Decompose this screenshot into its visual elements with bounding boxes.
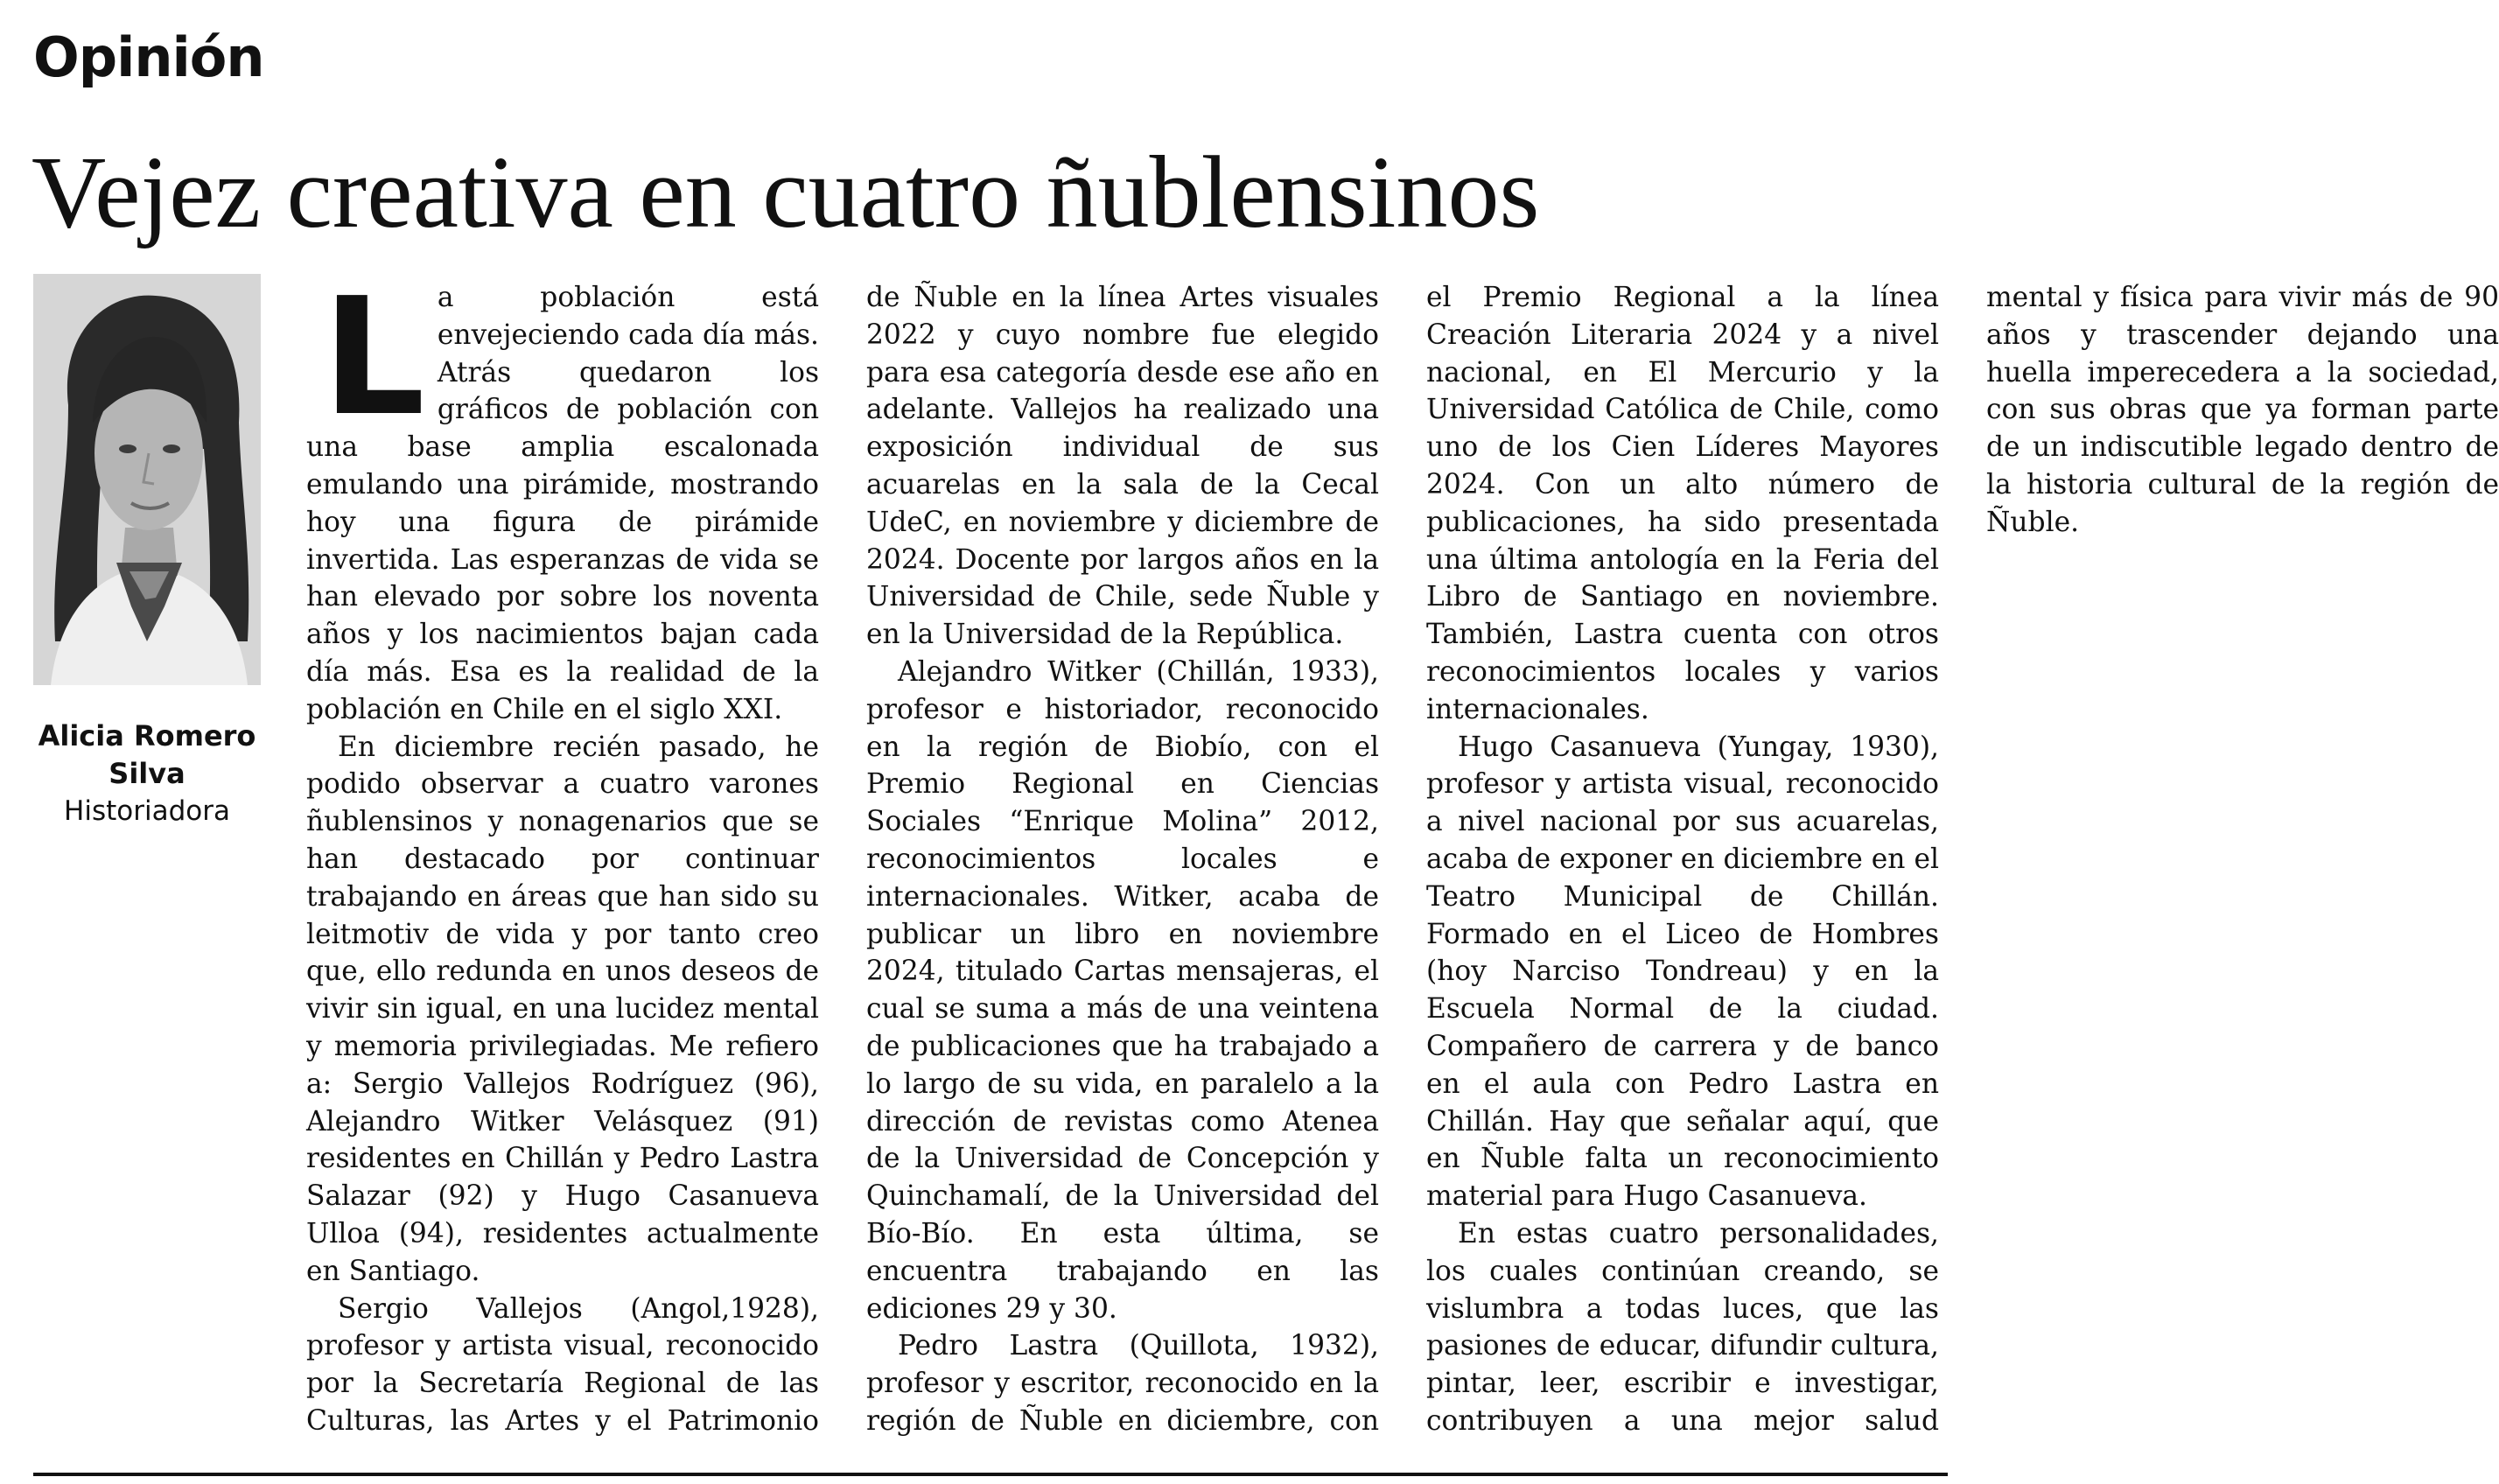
article-paragraph: Alejandro Witker (Chillán, 1933), profesor e historiador, reconocido en la región de Biobío, con el Premio Regional en Ciencias Sociales “Enrique Molina” 2012, reconocimientos locales e internacionales. Witker, acaba de publicar un libro en noviembre 2024, titulado Cartas mensajeras, el cual se suma a más de una veintena de publicaciones que ha trabajado a lo largo de su vida, en paralelo a la dirección de revistas como Atenea de la Universidad de Concepción y Quinchamalí, de la Universidad del Bío-Bío. En esta última, se encuentra trabajando en las ediciones 29 y 30. <box>866 655 1379 1325</box>
article-paragraph: En estas cuatro personalidades, los cuales continúan creando, se vislumbra a todas luces, que las pasiones de educar, difundir cultura, pintar, leer, escribir e investigar, contribuyen a una mejor salud mental y física para vivir más de 90 años y trascender dejando una huella imperecedera a la sociedad, con sus obras que ya forman parte de un indiscutible legado dentro de la historia cultural de la región de Ñuble. <box>1426 282 2499 1437</box>
article-paragraph: Pedro Lastra (Quillota, 1932), profesor y escritor, reconocido en la región de Ñuble en diciembre, con el Premio Regional a la línea Creación Literaria 2024 y a nivel nacional, en El Mercurio y la Universidad Católica de Chile, como uno de los Cien Líderes Mayores 2024. Con un alto número de publicaciones, ha sido presentada una última antología en la Feria del Libro de Santiago en noviembre. También, Lastra cuenta con otros reconocimientos locales y varios internacionales. <box>866 282 1939 1437</box>
section-label: Opinión <box>33 25 264 89</box>
bottom-rule <box>33 1473 1948 1476</box>
author-role: Historiadora <box>64 795 230 827</box>
article-paragraph: Sergio Vallejos (Angol,1928), profesor y artista visual, reconocido por la Secretaría Regional de las Culturas, las Artes y el Patrimonio de Ñuble en la línea Artes visuales 2022 y cuyo nombre fue elegido para esa categoría desde ese año en adelante. Vallejos ha realizado una exposición individual de sus acuarelas en la sala de la Cecal UdeC, en noviembre y diciembre de 2024. Docente por largos años en la Universidad de Chile, sede Ñuble y en la Universidad de la República. <box>306 282 1379 1437</box>
paragraph-text: a población está envejeciendo cada día más. Atrás quedaron los gráficos de población con una base amplia escalonada emulando una pirámide, mostrando hoy una figura de pirámide invertida. Las esperanzas de vida se han elevado por sobre los noventa años y los nacimientos bajan cada día más. Esa es la realidad de la población en Chile en el siglo XXI. <box>306 282 819 725</box>
drop-cap: L <box>322 262 425 452</box>
article-paragraph: Hugo Casanueva (Yungay, 1930), profesor y artista visual, reconocido a nivel nacional por sus acuarelas, acaba de exponer en diciembre en el Teatro Municipal de Chillán. Formado en el Liceo de Hombres (hoy Narciso Tondreau) y en la Escuela Normal de la ciudad. Compañero de carrera y de banco en el aula con Pedro Lastra en Chillán. Hay que señalar aquí, que en Ñuble falta un reconocimiento material para Hugo Casanueva. <box>1426 731 1939 1213</box>
headline: Vejez creativa en cuatro ñublensinos <box>32 135 1540 249</box>
article-paragraph: En diciembre recién pasado, he podido observar a cuatro varones ñublensinos y nonagenarios que se han destacado por continuar trabajando en áreas que han sido su leitmotiv de vida y por tanto creo que, ello redunda en unos deseos de vivir sin igual, en una lucidez mental y memoria privilegiadas. Me refiero a: Sergio Vallejos Rodríguez (96), Alejandro Witker Velásquez (91) residentes en Chillán y Pedro Lastra Salazar (92) y Hugo Casanueva Ulloa (94), residentes actualmente en Santiago. <box>306 731 819 1287</box>
author-photo <box>33 274 261 685</box>
article-paragraph <box>306 262 819 729</box>
article-body <box>306 262 2499 1452</box>
author-name: Alicia Romero Silva <box>38 719 256 790</box>
